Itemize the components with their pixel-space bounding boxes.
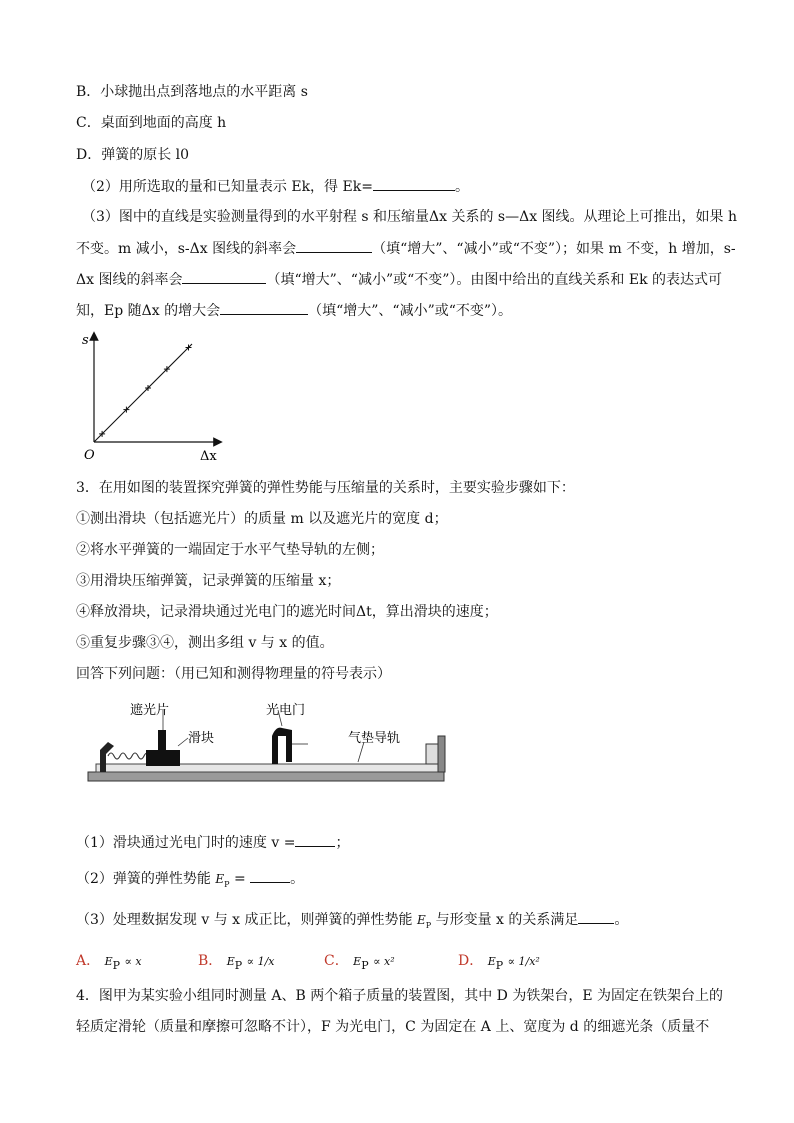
q3-sub3-end: 。 xyxy=(614,912,629,928)
q2-part2 xyxy=(82,176,469,197)
option-d: D．弹簧的原长 l0 xyxy=(76,147,190,163)
choice-a-expr: E xyxy=(104,955,113,968)
rail-base xyxy=(88,772,444,781)
q4-line2: 轻质定滑轮（质量和摩擦可忽略不计），F 为光电门，C 为固定在 A 上、宽度为 d 的细遮光条（质量不 xyxy=(76,1019,710,1035)
q2-part3-line3a: Δx 图线的斜率会 xyxy=(76,272,183,288)
photogate-right xyxy=(282,728,292,762)
answer-blank[interactable] xyxy=(250,868,290,883)
choice-b-rel: ∝ 1/x xyxy=(246,955,275,968)
q2-part3-line4 xyxy=(76,300,512,321)
origin-label: O xyxy=(84,448,95,463)
q3-sub2-text: （2）弹簧的弹性势能 xyxy=(76,871,211,887)
choice-d-label: D． xyxy=(458,953,484,969)
right-stop xyxy=(426,744,438,764)
ep-subscript: P xyxy=(224,879,230,889)
choice-c[interactable] xyxy=(324,950,395,972)
answer-blank[interactable] xyxy=(296,238,372,253)
answer-blank[interactable] xyxy=(220,300,308,315)
y-axis-label: s xyxy=(82,333,89,348)
q3-stem: 3．在用如图的装置探究弹簧的弹性势能与压缩量的关系时，主要实验步骤如下： xyxy=(76,480,575,496)
choice-c-expr: E xyxy=(353,955,362,968)
q3-step4: ④释放滑块，记录滑块通过光电门的遮光时间Δt，算出滑块的速度； xyxy=(76,604,498,620)
q3-sub2-eq: = xyxy=(229,871,246,887)
slider-block xyxy=(146,750,180,766)
q3-sub3-text-b: 与形变量 x 的关系满足 xyxy=(435,912,579,928)
fit-line xyxy=(94,344,192,442)
air-track-diagram xyxy=(86,696,466,788)
q2-part3-line2a: 不变。m 减小，s-Δx 图线的斜率会 xyxy=(76,241,297,257)
choice-d-expr: E xyxy=(487,955,496,968)
q3-step5: ⑤重复步骤③④，测出多组 v 与 x 的值。 xyxy=(76,635,334,651)
s-dx-graph xyxy=(78,330,238,465)
q3-step1: ①测出滑块（包括遮光片）的质量 m 以及遮光片的宽度 d； xyxy=(76,511,448,527)
q2-part2-text: （2）用所选取的量和已知量表示 Ek，得 Ek= xyxy=(82,179,373,195)
x-axis-label: Δx xyxy=(200,449,217,464)
q4-line1: 4．图甲为某实验小组同时测量 A、B 两个箱子质量的装置图，其中 D 为铁架台，E 为固定在铁架台上的 xyxy=(76,988,723,1004)
q3-sub1-end: ； xyxy=(335,835,350,851)
spring xyxy=(108,753,150,759)
q3-sub1-text: （1）滑块通过光电门时的速度 v = xyxy=(76,835,296,851)
label-photogate: 光电门 xyxy=(266,703,306,718)
choice-d-sub: P xyxy=(495,958,504,972)
choice-a-sub: P xyxy=(112,958,121,972)
q3-sub2 xyxy=(76,868,304,895)
choice-d[interactable] xyxy=(458,950,540,972)
choice-b-expr: E xyxy=(226,955,235,968)
choice-a[interactable] xyxy=(76,950,142,972)
q2-part3-line3b: （填“增大”、“减小”或“不变”）。由图中给出的直线关系和 Ek 的表达式可 xyxy=(266,272,723,288)
answer-blank[interactable] xyxy=(182,269,266,284)
ep-symbol: E xyxy=(215,872,225,886)
q2-part3-line2b: （填“增大”、“减小”或“不变”）；如果 m 不变，h 增加，s- xyxy=(372,241,736,257)
photogate-left xyxy=(272,728,282,764)
q2-part3-line1: （3）图中的直线是实验测量得到的水平射程 s 和压缩量Δx 关系的 s—Δx 图线。从理论上可推出，如果 h xyxy=(82,209,738,225)
choice-a-label: A． xyxy=(76,953,101,969)
label-shade: 遮光片 xyxy=(130,703,170,718)
q2-part2-end: 。 xyxy=(454,179,469,195)
choice-d-rel: ∝ 1/x² xyxy=(507,955,540,968)
ep-symbol: E xyxy=(416,913,426,927)
q2-part3-line2 xyxy=(76,238,736,259)
right-stand xyxy=(438,736,445,772)
q3-answer-prompt: 回答下列问题：（用已知和测得物理量的符号表示） xyxy=(76,666,391,682)
option-c: C．桌面到地面的高度 h xyxy=(76,115,227,131)
q3-sub2-end: 。 xyxy=(290,871,305,887)
ep-subscript: P xyxy=(425,920,432,930)
q2-part3-line3 xyxy=(76,269,722,290)
label-rail: 气垫导轨 xyxy=(348,731,401,746)
choice-b-label: B． xyxy=(198,953,223,969)
shade-plate xyxy=(158,730,166,752)
answer-blank[interactable] xyxy=(295,832,335,847)
choice-c-label: C． xyxy=(324,953,349,969)
choice-b-sub: P xyxy=(234,958,243,972)
q2-part3-line4a: 知，Ep 随Δx 的增大会 xyxy=(76,303,221,319)
q3-step2: ②将水平弹簧的一端固定于水平气垫导轨的左侧； xyxy=(76,542,384,558)
q3-step3: ③用滑块压缩弹簧，记录弹簧的压缩量 x； xyxy=(76,573,341,589)
q2-part3-line4b: （填“增大”、“减小”或“不变”）。 xyxy=(308,303,513,319)
q3-sub3-text-a: （3）处理数据发现 v 与 x 成正比，则弹簧的弹性势能 xyxy=(76,912,413,928)
answer-blank[interactable] xyxy=(373,176,455,191)
answer-blank[interactable] xyxy=(578,909,614,924)
label-slider: 滑块 xyxy=(188,731,215,746)
choice-b[interactable] xyxy=(198,950,275,972)
choice-c-sub: P xyxy=(361,958,369,972)
choice-a-rel: ∝ x xyxy=(124,955,142,968)
q3-sub1 xyxy=(76,832,349,853)
choice-c-rel: ∝ x² xyxy=(373,955,395,968)
q3-sub3 xyxy=(76,909,628,936)
option-b: B．小球抛出点到落地点的水平距离 s xyxy=(76,84,308,100)
